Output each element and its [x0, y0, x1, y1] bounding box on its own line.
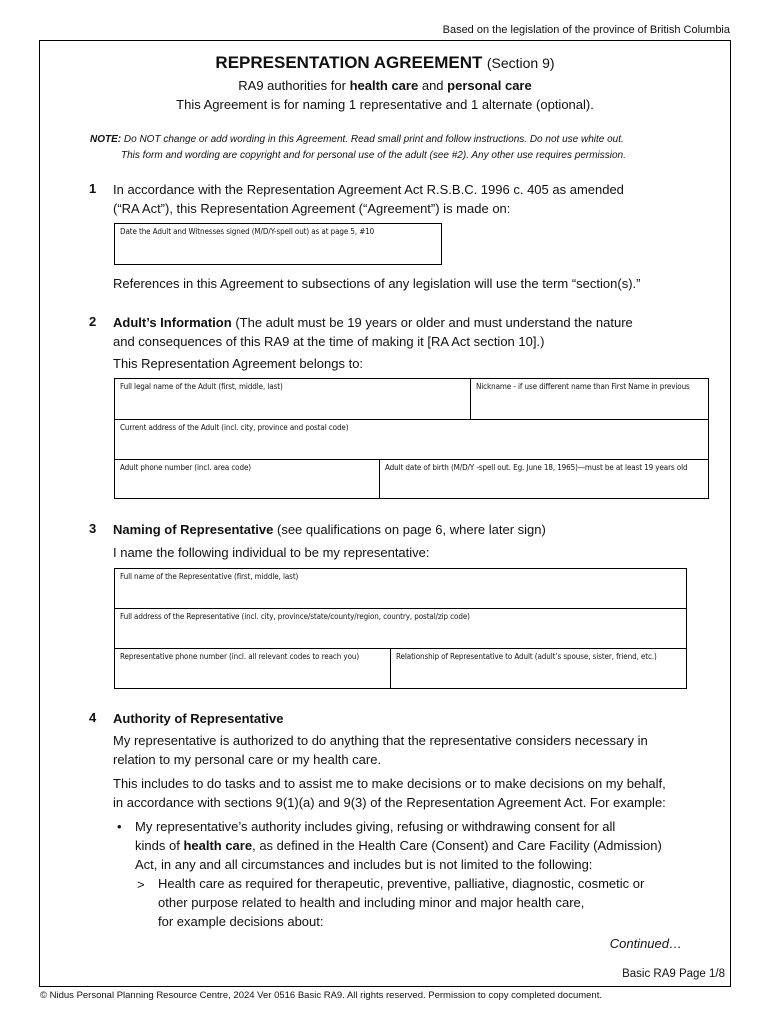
section-1-number: 1 — [89, 181, 97, 196]
note-line-2: This form and wording are copyright and for personal use of the adult (see #2). Any other use requires permission. — [121, 150, 626, 161]
representative-address-label: Full address of the Representative (incl. city, province/state/county/region, country, postal/zip code) — [120, 612, 470, 621]
bullet-line-1: My representative’s authority includes giving, refusing or withdrawing consent for all — [135, 819, 616, 834]
copyright-footer: © Nidus Personal Planning Resource Centre, 2024 Ver 0516 Basic RA9. All rights reserved. Permission to copy completed document. — [40, 990, 602, 1001]
title-section: (Section 9) — [486, 55, 555, 71]
sub-bullet-line-3: for example decisions about: — [158, 914, 324, 929]
section-4-p2-line-2: in accordance with sections 9(1)(a) and 9(3) of the Representation Agreement Act. For example: — [113, 795, 666, 810]
bullet-marker: • — [117, 819, 122, 834]
bullet-line-2: kinds of health care, as defined in the Health Care (Consent) and Care Facility (Admission) — [135, 838, 662, 853]
agreement-date-label: Date the Adult and Witnesses signed (M/D/Y-spell out) as at page 5, #10 — [120, 227, 375, 236]
subtitle-personal-care: personal care — [447, 78, 532, 93]
section-4-p2-line-1: This includes to do tasks and to assist me to make decisions or to make decisions on my behalf, — [113, 776, 666, 791]
section-2-line-3: This Representation Agreement belongs to: — [113, 356, 364, 371]
subtitle-2: This Agreement is for naming 1 representative and 1 alternate (optional). — [176, 97, 594, 112]
adult-name-field[interactable] — [115, 379, 471, 420]
title-block — [0, 53, 770, 73]
representative-name-label: Full name of the Representative (first, middle, last) — [120, 572, 299, 581]
section-2-line-1: Adult’s Information (The adult must be 19 years or older and must understand the nature — [113, 315, 633, 330]
sub-bullet-line-2: other purpose related to health and including minor and major health care, — [158, 895, 585, 910]
subtitle-and: and — [421, 78, 444, 93]
note-line-1: NOTE: Do NOT change or add wording in this Agreement. Read small print and follow instructions. Do not use white out. — [90, 134, 624, 145]
adult-dob-field[interactable] — [380, 460, 708, 498]
section-1-line-1: In accordance with the Representation Agreement Act R.S.B.C. 1996 c. 405 as amended — [113, 182, 624, 197]
subtitle-prefix: RA9 authorities for — [238, 78, 346, 93]
sub-bullet-marker: > — [137, 877, 145, 892]
sub-bullet-line-1: Health care as required for therapeutic, preventive, palliative, diagnostic, cosmetic or — [158, 876, 645, 891]
note-label: NOTE: — [90, 134, 122, 145]
representative-phone-label: Representative phone number (incl. all relevant codes to reach you) — [120, 652, 360, 661]
representative-relationship-field[interactable] — [391, 649, 686, 688]
adult-nickname-field[interactable] — [471, 379, 708, 420]
adult-name-label: Full legal name of the Adult (first, middle, last) — [120, 382, 283, 391]
representative-relationship-label: Relationship of Representative to Adult (adult’s spouse, sister, friend, etc.) — [396, 652, 657, 661]
adult-phone-label: Adult phone number (incl. area code) — [120, 463, 251, 472]
subtitle-1 — [0, 78, 770, 93]
bullet-line-3: Act, in any and all circumstances and includes but is not limited to the following: — [135, 857, 593, 872]
subtitle-health-care: health care — [349, 78, 419, 93]
section-4-number: 4 — [89, 710, 97, 725]
agreement-date-field[interactable] — [114, 223, 442, 265]
page-title: REPRESENTATION AGREEMENT — [215, 53, 483, 72]
representative-address-field[interactable] — [115, 609, 686, 649]
section-3-line-2: I name the following individual to be my representative: — [113, 545, 430, 560]
section-3-number: 3 — [89, 521, 97, 536]
section-2-number: 2 — [89, 314, 97, 329]
section-2-heading: Adult’s Information — [113, 315, 232, 330]
section-3-line-1: Naming of Representative (see qualifications on page 6, where later sign) — [113, 522, 546, 537]
representative-table — [114, 568, 687, 689]
bullet-health-care: health care — [183, 838, 253, 853]
representative-phone-field[interactable] — [115, 649, 391, 688]
adult-address-field[interactable] — [115, 420, 708, 460]
section-2-line-2: and consequences of this RA9 at the time of making it [RA Act section 10].) — [113, 334, 545, 349]
section-4-heading: Authority of Representative — [113, 711, 284, 726]
adult-address-label: Current address of the Adult (incl. city, province and postal code) — [120, 423, 349, 432]
page-number: Basic RA9 Page 1/8 — [622, 968, 725, 980]
representative-name-field[interactable] — [115, 569, 686, 609]
adult-phone-field[interactable] — [115, 460, 380, 498]
section-4-p1-line-1: My representative is authorized to do anything that the representative considers necessary in — [113, 733, 648, 748]
header-note: Based on the legislation of the province of British Columbia — [442, 24, 730, 36]
section-4-p1-line-2: relation to my personal care or my health care. — [113, 752, 382, 767]
section-3-heading: Naming of Representative — [113, 522, 274, 537]
adult-info-table — [114, 378, 709, 499]
continued-label: Continued… — [609, 936, 682, 951]
adult-nickname-label: Nickname - if use different name than First Name in previous — [476, 382, 690, 391]
section-1-line-2: (“RA Act”), this Representation Agreement (“Agreement”) is made on: — [113, 201, 511, 216]
adult-dob-label: Adult date of birth (M/D/Y -spell out. Eg. June 18, 1965)—must be at least 19 years old — [385, 463, 688, 472]
section-1-references: References in this Agreement to subsections of any legislation will use the term “section(s).” — [113, 276, 641, 291]
